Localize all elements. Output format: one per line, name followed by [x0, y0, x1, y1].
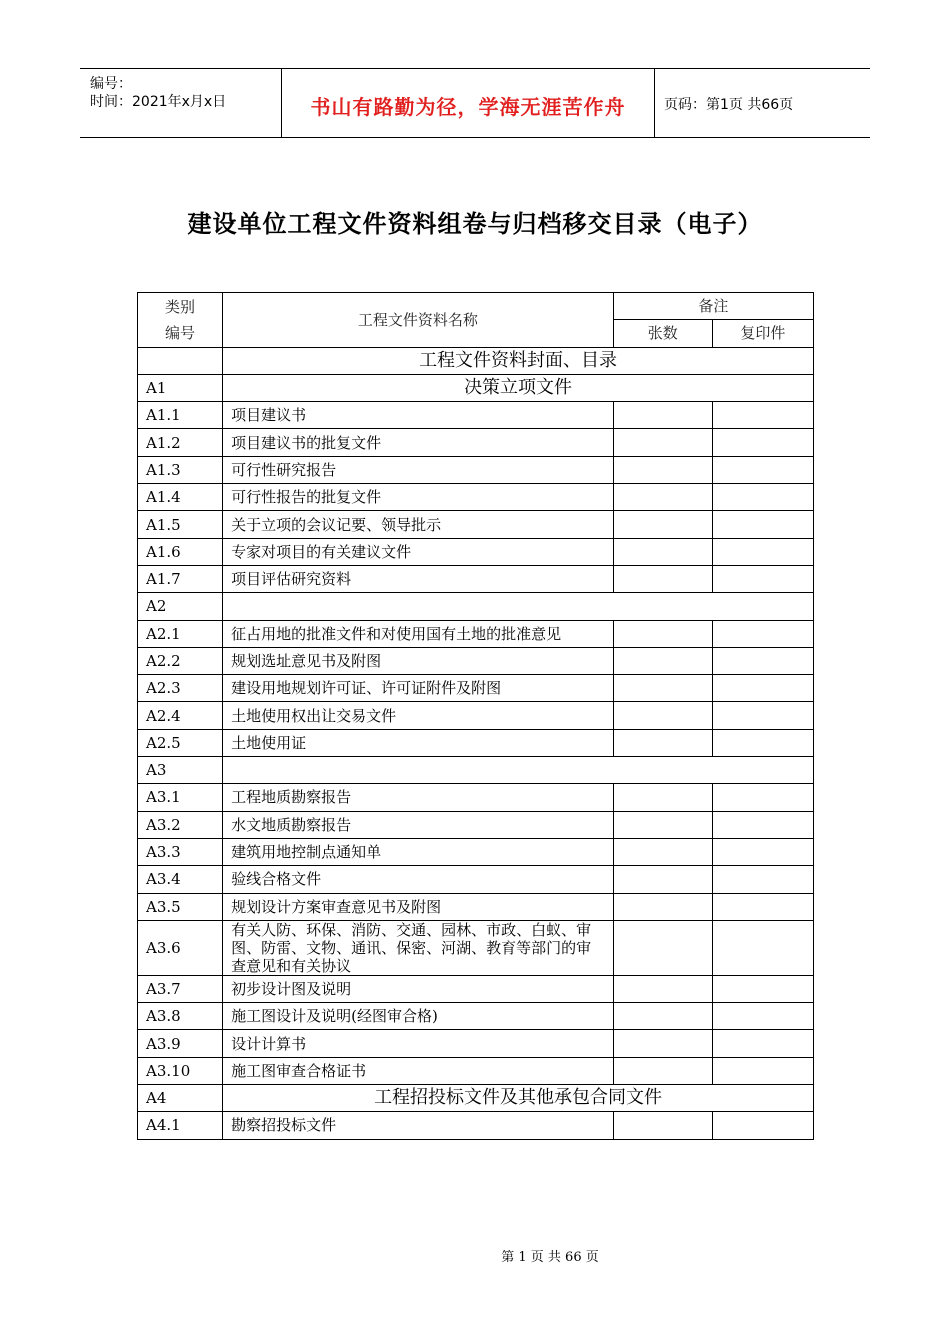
row-copy-cell [712, 484, 813, 511]
archive-table [137, 292, 814, 1140]
row-name: 施工图审查合格证书 [223, 1057, 614, 1084]
row-count-cell [613, 784, 712, 811]
header-page-cell [654, 69, 870, 137]
row-count-cell [613, 811, 712, 838]
row-name: 施工图设计及说明(经图审合格) [223, 1003, 614, 1030]
row-copy-cell [712, 1030, 813, 1057]
row-code: A1 [138, 374, 223, 401]
header-code-line2: 编号 [165, 323, 196, 342]
table-row [138, 838, 814, 865]
row-copy-cell [712, 675, 813, 702]
header-code-line1: 类别 [165, 297, 196, 316]
table-row [138, 1003, 814, 1030]
row-count-cell [613, 429, 712, 456]
row-copy-cell [712, 702, 813, 729]
row-count-cell [613, 538, 712, 565]
row-code: A3.9 [138, 1030, 223, 1057]
header-copy: 复印件 [712, 320, 813, 347]
table-row [138, 729, 814, 756]
row-code: A3.5 [138, 893, 223, 920]
row-code: A3.4 [138, 866, 223, 893]
row-name: 建设用地规划许可证、许可证附件及附图 [223, 675, 614, 702]
table-row [138, 565, 814, 592]
row-code: A1.3 [138, 456, 223, 483]
row-code: A2.5 [138, 729, 223, 756]
table-row [138, 538, 814, 565]
section-title: 工程招投标文件及其他承包合同文件 [223, 1085, 814, 1112]
row-code: A1.1 [138, 402, 223, 429]
row-copy-cell [712, 402, 813, 429]
row-count-cell [613, 866, 712, 893]
table-row [138, 975, 814, 1002]
table-row [138, 866, 814, 893]
page-footer: 第 1 页 共 66 页 [501, 1250, 599, 1265]
table-row [138, 647, 814, 674]
row-count-cell [613, 893, 712, 920]
row-name: 设计计算书 [223, 1030, 614, 1057]
row-count-cell [613, 975, 712, 1002]
motto-text: 书山有路勤为径，学海无涯苦作舟 [310, 95, 626, 119]
row-code: A4 [138, 1085, 223, 1112]
row-code: A4.1 [138, 1112, 223, 1139]
row-count-cell [613, 647, 712, 674]
table-row [138, 757, 814, 784]
row-name: 验线合格文件 [223, 866, 614, 893]
row-code: A1.7 [138, 565, 223, 592]
section-title: 决策立项文件 [223, 374, 814, 401]
row-copy-cell [712, 1112, 813, 1139]
row-name: 水文地质勘察报告 [223, 811, 614, 838]
row-count-cell [613, 484, 712, 511]
table-row [138, 893, 814, 920]
table-row [138, 456, 814, 483]
table-row [138, 1085, 814, 1112]
header-motto-cell [281, 69, 655, 137]
row-code [138, 347, 223, 374]
row-name: 专家对项目的有关建议文件 [223, 538, 614, 565]
row-code: A2.4 [138, 702, 223, 729]
row-copy-cell [712, 620, 813, 647]
row-copy-cell [712, 893, 813, 920]
row-code: A1.5 [138, 511, 223, 538]
table-row [138, 429, 814, 456]
section-title [223, 593, 814, 620]
table-header-row [138, 293, 814, 320]
table-row [138, 347, 814, 374]
page-header [80, 68, 870, 138]
row-count-cell [613, 456, 712, 483]
table-row [138, 374, 814, 401]
row-copy-cell [712, 866, 813, 893]
row-name: 有关人防、环保、消防、交通、园林、市政、白蚁、审图、防雷、文物、通讯、保密、河湖、教育等部门的审查意见和有关协议 [223, 920, 614, 975]
row-copy-cell [712, 784, 813, 811]
row-name: 项目建议书 [223, 402, 614, 429]
row-name: 工程地质勘察报告 [223, 784, 614, 811]
table-row [138, 1112, 814, 1139]
table-row [138, 1030, 814, 1057]
section-title [223, 757, 814, 784]
row-name: 征占用地的批准文件和对使用国有土地的批准意见 [223, 620, 614, 647]
row-count-cell [613, 1003, 712, 1030]
row-name: 勘察招投标文件 [223, 1112, 614, 1139]
header-name: 工程文件资料名称 [223, 293, 614, 348]
row-count-cell [613, 702, 712, 729]
row-code: A2.1 [138, 620, 223, 647]
table-row [138, 620, 814, 647]
row-count-cell [613, 1057, 712, 1084]
table-row [138, 402, 814, 429]
row-name: 可行性报告的批复文件 [223, 484, 614, 511]
row-count-cell [613, 675, 712, 702]
row-count-cell [613, 1112, 712, 1139]
row-count-cell [613, 565, 712, 592]
row-count-cell [613, 402, 712, 429]
row-copy-cell [712, 511, 813, 538]
row-copy-cell [712, 1003, 813, 1030]
row-code: A1.6 [138, 538, 223, 565]
row-count-cell [613, 838, 712, 865]
row-code: A1.2 [138, 429, 223, 456]
row-code: A3.3 [138, 838, 223, 865]
table-row [138, 511, 814, 538]
row-name: 土地使用权出让交易文件 [223, 702, 614, 729]
page-info: 页码：第1页 共66页 [664, 97, 794, 113]
row-copy-cell [712, 565, 813, 592]
row-code: A2 [138, 593, 223, 620]
row-count-cell [613, 511, 712, 538]
row-name: 规划选址意见书及附图 [223, 647, 614, 674]
row-copy-cell [712, 538, 813, 565]
row-count-cell [613, 620, 712, 647]
row-name: 项目建议书的批复文件 [223, 429, 614, 456]
row-code: A3.6 [138, 920, 223, 975]
table-row [138, 675, 814, 702]
row-copy-cell [712, 838, 813, 865]
row-name: 建筑用地控制点通知单 [223, 838, 614, 865]
table-row [138, 484, 814, 511]
row-copy-cell [712, 429, 813, 456]
table-row [138, 593, 814, 620]
table-row [138, 811, 814, 838]
row-code: A3.2 [138, 811, 223, 838]
row-copy-cell [712, 729, 813, 756]
row-name: 可行性研究报告 [223, 456, 614, 483]
row-code: A3.7 [138, 975, 223, 1002]
row-copy-cell [712, 1057, 813, 1084]
row-code: A2.2 [138, 647, 223, 674]
row-copy-cell [712, 456, 813, 483]
row-name: 土地使用证 [223, 729, 614, 756]
table-row [138, 920, 814, 975]
header-code [138, 293, 223, 348]
header-info-cell [80, 69, 280, 137]
row-code: A3.1 [138, 784, 223, 811]
time-label: 时间：2021年x月x日 [90, 94, 227, 110]
row-name: 项目评估研究资料 [223, 565, 614, 592]
header-remarks: 备注 [613, 293, 813, 320]
table-row [138, 1057, 814, 1084]
row-copy-cell [712, 975, 813, 1002]
section-title: 工程文件资料封面、目录 [223, 347, 814, 374]
row-name: 初步设计图及说明 [223, 975, 614, 1002]
row-name: 规划设计方案审查意见书及附图 [223, 893, 614, 920]
table-row [138, 784, 814, 811]
row-copy-cell [712, 920, 813, 975]
number-label: 编号： [90, 76, 132, 92]
row-code: A2.3 [138, 675, 223, 702]
row-copy-cell [712, 811, 813, 838]
row-code: A3.8 [138, 1003, 223, 1030]
row-code: A3 [138, 757, 223, 784]
row-count-cell [613, 920, 712, 975]
header-count: 张数 [613, 320, 712, 347]
row-count-cell [613, 729, 712, 756]
table-row [138, 702, 814, 729]
row-copy-cell [712, 647, 813, 674]
row-code: A1.4 [138, 484, 223, 511]
row-count-cell [613, 1030, 712, 1057]
row-name: 关于立项的会议记要、领导批示 [223, 511, 614, 538]
row-code: A3.10 [138, 1057, 223, 1084]
document-title: 建设单位工程文件资料组卷与归档移交目录（电子） [187, 209, 763, 238]
